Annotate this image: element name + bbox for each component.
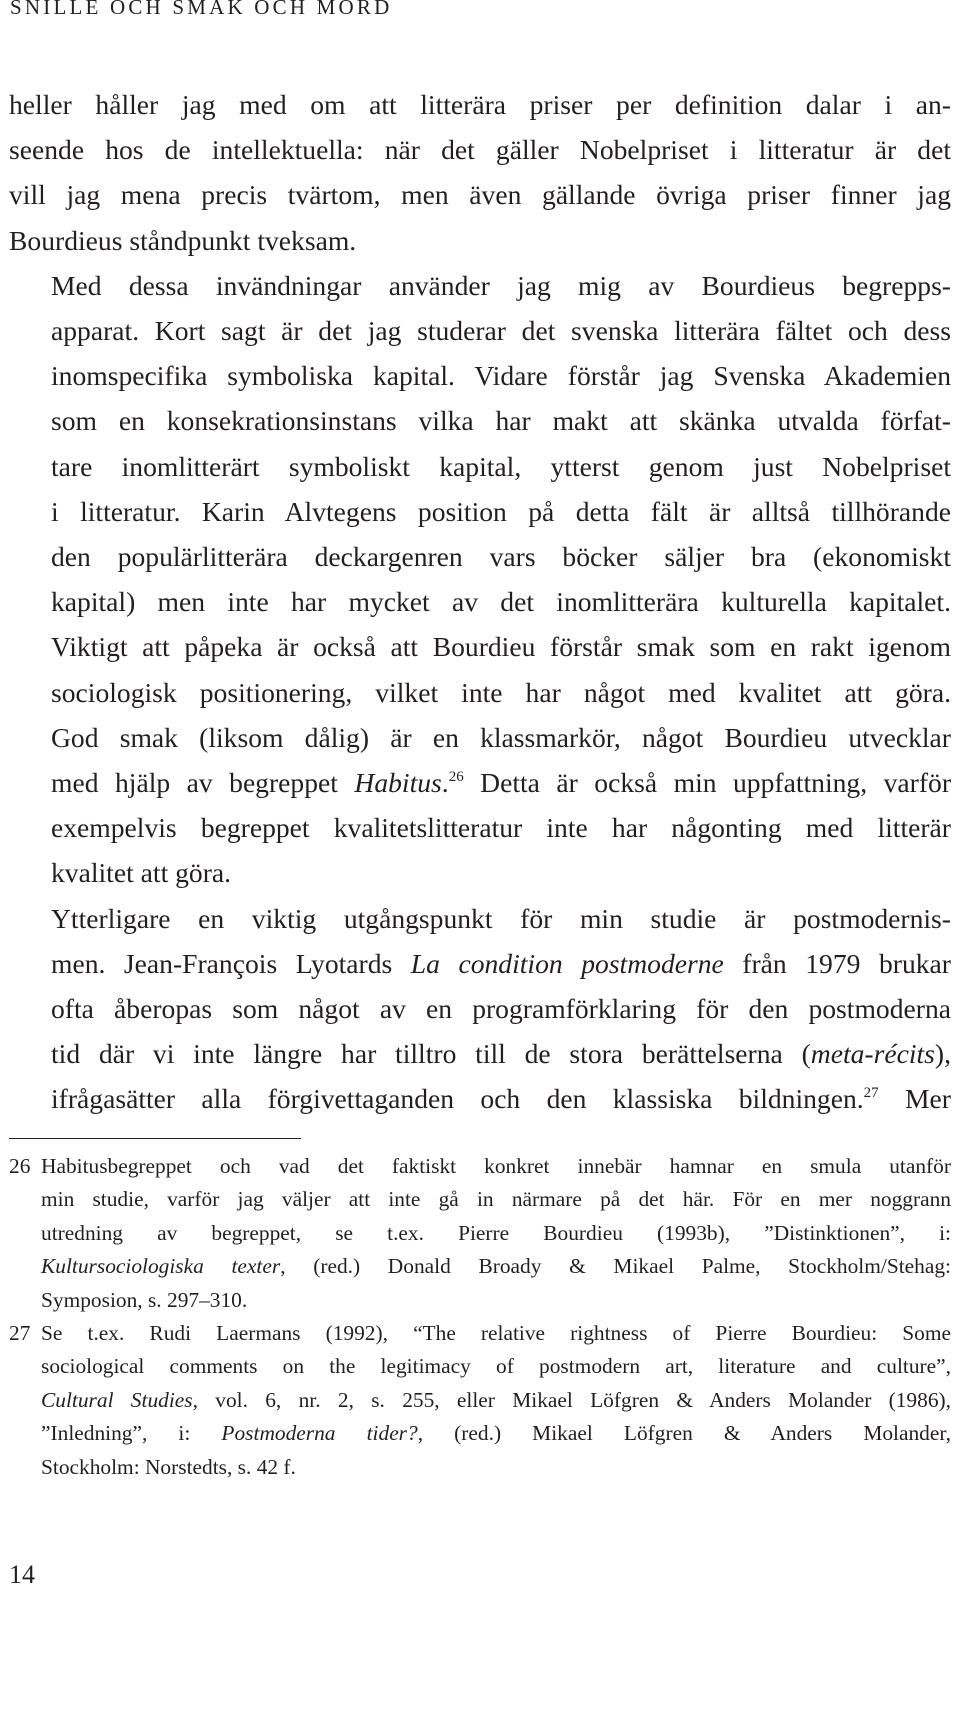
body-text [9,82,951,1122]
text-run: tid där vi inte längre har tilltro till de stora berättelserna ( [51,1038,811,1070]
text-line: Ytterligare en viktig utgångspunkt för min studie är postmodernis- [51,902,951,934]
footnote-number: 27 [9,1321,31,1346]
text-run: från 1979 brukar [723,947,951,979]
footnote-line: Habitusbegreppet och vad det faktiskt konkret innebär hamnar en smula utanför [41,1154,951,1178]
text-line [9,941,951,986]
footnote-line: Se t.ex. Rudi Laermans (1992), “The relative rightness of Pierre Bourdieu: Some [41,1321,951,1346]
italic-title: La condition postmoderne [410,947,724,979]
text-run: , (red.) Mikael Löfgren & Anders Molander, [417,1421,951,1446]
footnotes [9,1150,951,1484]
text-line: kvalitet att göra. [51,857,232,889]
paragraph [9,896,951,1122]
text-line: exempelvis begreppet kvalitetslitteratur inte har någonting med litterär [51,812,951,844]
text-line: kapital) men inte har mycket av det inomlitterära kulturella kapitalet. [51,586,951,618]
text-run: med hjälp av begreppet [51,767,355,799]
text-run: Detta är också min uppfattning, varför [463,767,952,799]
footnote-line: Symposion, s. 297–310. [41,1287,248,1312]
text-line: heller håller jag med om att litterära priser per definition dalar i an- [9,89,951,120]
paragraph [9,263,951,896]
text-line: inomspecifika symboliska kapital. Vidare förstår jag Svenska Akademien [51,360,951,392]
paragraph [9,82,951,263]
text-run: Mer [878,1083,951,1115]
text-run: ifrågasätter alla förgivettaganden och den klassiska bildningen. [51,1083,864,1115]
text-line: ofta åberopas som något av en programförklaring för den postmoderna [51,993,951,1025]
footnote-ref[interactable]: 27 [863,1085,879,1102]
running-head: SNILLE OCH SMAK OCH MORD [10,0,393,19]
footnote-line: min studie, varför jag väljer att inte gå in närmare på det här. För en mer noggrann [41,1187,951,1212]
footnote-line: sociological comments on the legitimacy of postmodern art, literature and culture”, [41,1354,951,1379]
italic-title: Postmoderna tider? [221,1421,418,1446]
footnote-number: 26 [9,1154,31,1178]
text-line: seende hos de intellektuella: när det gäller Nobelpriset i litteratur är det [9,134,951,166]
footnote-line: Stockholm: Norstedts, s. 42 f. [41,1454,296,1479]
footnote-ref[interactable]: 26 [448,769,464,786]
text-line [9,760,951,805]
footnote [9,1150,951,1317]
footnote-line: utredning av begreppet, se t.ex. Pierre Bourdieu (1993b), ”Distinktionen”, i: [41,1220,951,1245]
italic-title: Cultural Studies [41,1387,193,1412]
text-line: Med dessa invändningar använder jag mig av Bourdieus begrepps- [51,269,951,301]
text-run: ), [934,1038,951,1070]
text-line: Bourdieus ståndpunkt tveksam. [9,224,357,256]
text-line: vill jag mena precis tvärtom, men även gällande övriga priser finner jag [9,179,951,211]
footnote-line [41,1384,951,1417]
italic-term: Habitus [354,767,442,799]
footnote-line [41,1250,951,1283]
text-run: men. Jean-François Lyotards [51,947,411,979]
text-run: , (red.) Donald Broady & Mikael Palme, Stockholm/Stehag: [280,1254,951,1279]
text-line: sociologisk positionering, vilket inte har något med kvalitet att göra. [51,676,951,708]
text-run: . [441,767,449,799]
text-line: den populärlitterära deckargenren vars böcker säljer bra (ekonomiskt [51,541,951,573]
text-line: apparat. Kort sagt är det jag studerar det svenska litterära fältet och dess [51,315,951,347]
text-line: som en konsekrationsinstans vilka har makt att skänka utvalda förfat- [51,405,951,437]
italic-term: meta-récits [810,1038,935,1070]
page-number: 14 [9,1560,35,1589]
text-run: , vol. 6, nr. 2, s. 255, eller Mikael Löfgren & Anders Molander (1986), [192,1387,951,1412]
text-line: i litteratur. Karin Alvtegens position på detta fält är alltså tillhörande [51,495,951,527]
italic-title: Kultursociologiska texter [41,1254,281,1279]
footnote-rule [9,1138,301,1139]
text-line: Viktigt att påpeka är också att Bourdieu förstår smak som en rakt igenom [51,631,951,663]
text-line [9,1076,951,1121]
footnote-line [41,1417,951,1450]
text-line [9,1031,951,1076]
text-line: God smak (liksom dålig) är en klassmarkör, något Bourdieu utvecklar [51,721,951,753]
text-line: tare inomlitterärt symboliskt kapital, ytterst genom just Nobelpriset [51,450,951,482]
footnote [9,1317,951,1484]
text-run: ”Inledning”, i: [41,1421,222,1446]
